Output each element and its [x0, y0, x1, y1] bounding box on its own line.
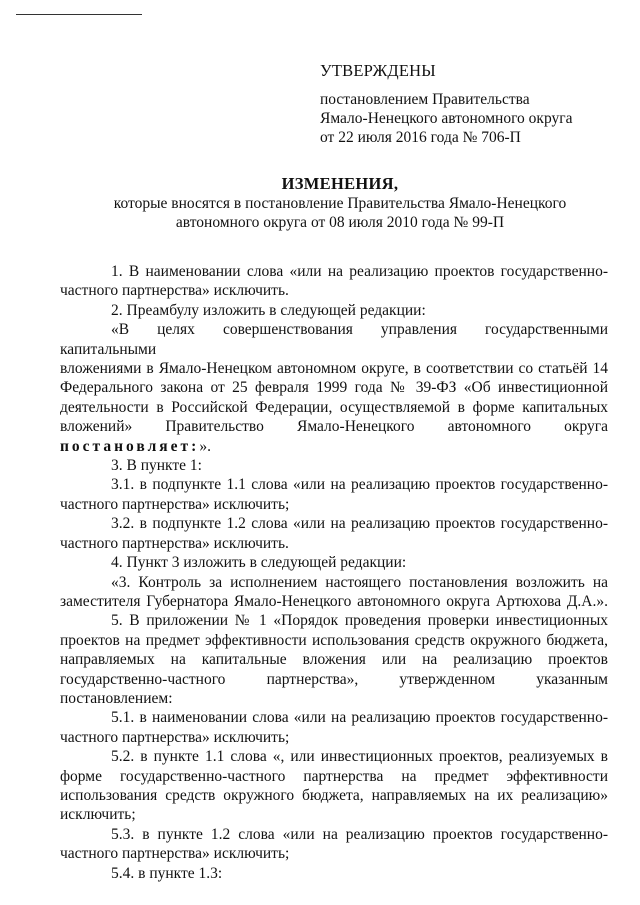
approval-line-3: от 22 июля 2016 года № 706-П — [320, 129, 521, 146]
paragraph-line: 4. Пункт 3 изложить в следующей редакции: — [111, 554, 407, 572]
document-body — [60, 262, 608, 883]
approval-block — [320, 61, 620, 147]
paragraph-line: 5.2. в пункте 1.1 слова «, или инвестиционных проектов, реализуемых в — [111, 748, 608, 766]
decree-tail: ». — [199, 437, 211, 455]
decree-word: постановляет: — [60, 437, 200, 455]
paragraph-line: 5.1. в наименовании слова «или на реализацию проектов государственно- — [111, 709, 608, 727]
paragraph-line: 5.4. в пункте 1.3: — [111, 864, 223, 882]
paragraph-line: вложениями в Ямало-Ненецком автономном округе, в соответствии со статьёй 14 — [60, 360, 608, 378]
title-line-1: которые вносятся в постановление Правительства Ямало-Ненецкого — [113, 195, 567, 212]
paragraph-line: форме государственно-частного партнерства на предмет эффективности — [60, 767, 608, 785]
approved-label: УТВЕРЖДЕНЫ — [320, 61, 436, 80]
paragraph-line: направляемых на капитальные вложения или на реализацию проектов — [60, 651, 608, 669]
paragraph-line: «В целях совершенствования управления государственными капитальными — [60, 321, 608, 358]
paragraph-line: 1. В наименовании слова «или на реализацию проектов государственно- — [111, 263, 608, 280]
paragraph-line: исключить; — [60, 806, 136, 824]
approval-details — [320, 90, 620, 147]
title-line-2: автономного округа от 08 июля 2010 года № 99-П — [175, 214, 505, 231]
paragraph-line: Федерального закона от 25 февраля 1999 года № 39-ФЗ «Об инвестиционной — [60, 379, 608, 397]
paragraph-line: заместителя Губернатора Ямало-Ненецкого автономного округа Артюхова Д.А.». — [60, 592, 608, 610]
paragraph-line: 5.3. в пункте 1.2 слова «или на реализацию проектов государственно- — [111, 825, 608, 843]
paragraph-line: 3.1. в подпункте 1.1 слова «или на реализацию проектов государственно- — [111, 476, 608, 494]
paragraph-line: частного партнерства» исключить. — [60, 282, 289, 300]
paragraph-line: постановлением: — [60, 689, 173, 707]
paragraph-line: частного партнерства» исключить; — [60, 845, 290, 863]
paragraph-line: 3.2. в подпункте 1.2 слова «или на реализацию проектов государственно- — [111, 515, 608, 533]
paragraph-line: 3. В пункте 1: — [111, 457, 202, 475]
paragraph-line: 2. Преамбулу изложить в следующей редакции: — [111, 301, 426, 319]
paragraph-line: деятельности в Российской Федерации, осуществляемой в форме капитальных — [60, 398, 608, 416]
paragraph-line: государственно-частного партнерства», утвержденном указанным — [60, 670, 608, 688]
paragraph-line: проектов на предмет эффективности использования средств окружного бюджета, — [60, 631, 608, 649]
paragraph-line — [60, 437, 608, 456]
paragraph-line: частного партнерства» исключить; — [60, 495, 290, 513]
paragraph-line: частного партнерства» исключить. — [60, 534, 289, 552]
paragraph-line: использования средств окружного бюджета, направляемых на их реализацию» — [60, 786, 608, 804]
approval-line-2: Ямало-Ненецкого автономного округа — [320, 110, 573, 127]
document-title — [60, 174, 620, 232]
top-rule — [16, 14, 142, 15]
paragraph-line: «3. Контроль за исполнением настоящего постановления возложить на — [111, 573, 608, 591]
paragraph-line: 5. В приложении № 1 «Порядок проведения проверки инвестиционных — [111, 612, 608, 630]
title-heading: ИЗМЕНЕНИЯ, — [281, 174, 399, 193]
approval-line-1: постановлением Правительства — [320, 91, 530, 108]
paragraph-line: вложений» Правительство Ямало-Ненецкого автономного округа — [60, 418, 608, 436]
paragraph-line: частного партнерства» исключить; — [60, 728, 290, 746]
